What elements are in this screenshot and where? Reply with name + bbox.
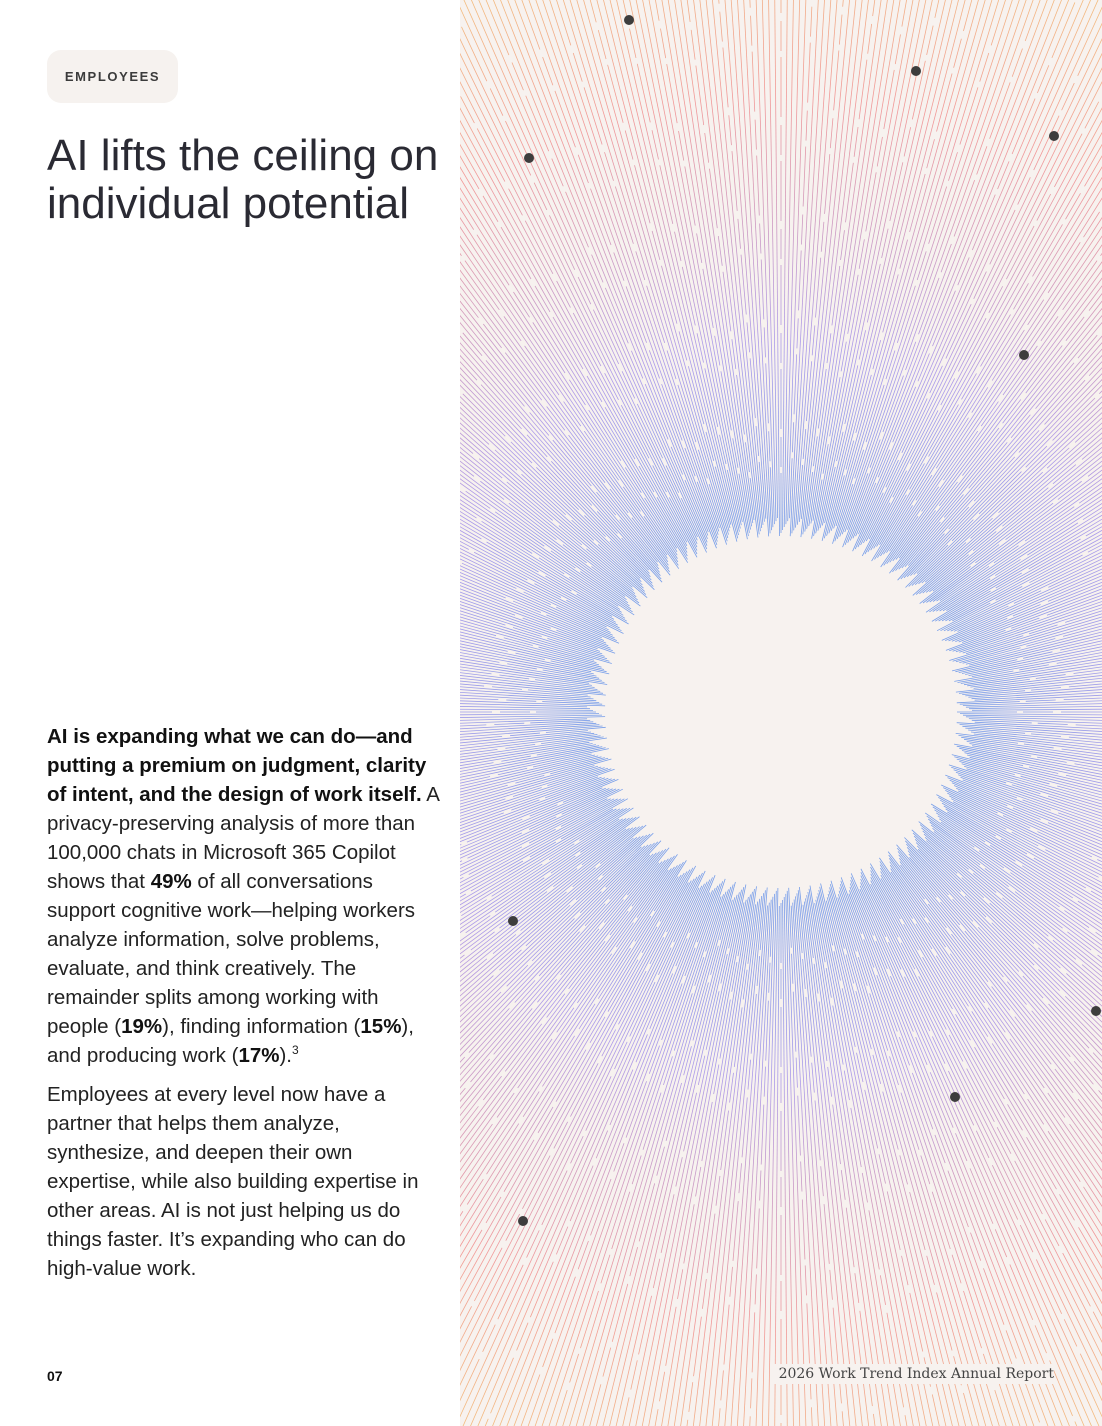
ray-line [860,886,1102,1426]
ray-line [571,0,739,535]
ray-line [460,189,628,602]
dot [524,153,534,163]
ray-line [896,0,1102,559]
ray-line [955,510,1102,672]
ray-line [460,847,641,1337]
ray-line [968,730,1102,798]
paragraph-2: Employees at every level now have a partner that helps them analyze, synthesize, and deepen their own expertise, while also building expertise in other areas. AI is not just helping us do things faster. It’s expanding who can do high-value work. [47,1083,419,1280]
footnote-ref[interactable]: 3 [292,1043,299,1057]
ray-line [460,877,713,1426]
ray-line [963,681,1102,706]
ray-line [918,849,1102,1348]
ray-line [849,894,1096,1426]
dot [518,1216,528,1226]
ray-line [836,0,1037,526]
ray-line [939,819,1102,1216]
ray-line [460,833,653,1331]
report-title: 2026 Work Trend Index Annual Report [773,1364,1054,1384]
ray-line [460,28,659,569]
ray-line [594,0,741,525]
ray-line [877,0,1102,558]
ray-line [963,479,1102,663]
lead-sentence: AI is expanding what we can do—and putting a premium on judgment, clarity of intent, and the design of work itself. [47,725,427,806]
ray-line [510,0,727,541]
dot [508,916,518,926]
ray-line [460,862,684,1426]
ray-line [917,846,1102,1343]
radial-burst-illustration [460,0,1102,1426]
dot [624,15,634,25]
ray-line [460,877,678,1426]
ray-line [503,897,721,1426]
ray-line [790,0,828,536]
dot [950,1092,960,1102]
ray-line [460,0,678,562]
ray-line [460,819,623,1216]
body-text [47,722,442,1293]
ray-line [460,886,702,1426]
dot [1049,131,1059,141]
ray-line [803,905,883,1426]
ray-line [905,841,1102,1360]
ray-line [571,895,737,1426]
ray-line [460,449,607,659]
burst-svg [460,0,1102,1426]
ray-line [579,892,740,1426]
stat-people: 19% [121,1015,163,1038]
ray-line [594,887,744,1426]
ray-line [460,510,607,672]
text-column [0,0,460,1426]
ray-line [940,196,1102,601]
ray-line [919,128,1102,594]
ray-line [853,0,1102,538]
ray-line [821,884,984,1426]
paragraph-1: AI is expanding what we can do—and putting a premium on judgment, clarity of intent, and the design of work itself. A privacy-preserving analysis of more than 100,000 chats in Microsoft 365 Copilot shows that 49% of all conversations support cognitive work—helping workers analyze information, solve problems, evaluate, and think creatively. The remainder splits among working with people (19%), finding information (15%), and producing work (17%).$^3$ [47,725,439,1067]
ray-line [488,0,719,531]
ray-line [947,812,1102,1176]
ray-line [656,886,757,1426]
section-tag: EMPLOYEES [47,50,178,103]
dot [1091,1006,1101,1016]
ray-line [656,0,754,520]
ray-line [861,869,1102,1426]
ray-line [863,0,1102,543]
dot [911,66,921,76]
center-circle [609,540,953,884]
stat-cognitive: 49% [150,870,192,893]
ray-line [851,873,1102,1426]
stat-finding: 15% [360,1015,402,1038]
ray-line [460,0,697,547]
dot [1019,350,1029,360]
stat-producing: 17% [238,1044,280,1067]
ray-line [923,831,1102,1291]
page-number: 07 [47,1368,63,1384]
ray-line [460,884,705,1426]
ray-line [941,822,1102,1222]
ray-line [460,853,656,1386]
ray-line [460,837,640,1309]
ray-line [460,867,675,1426]
page-title: AI lifts the ceiling on individual potential [47,131,439,228]
ray-line [828,894,1006,1426]
ray-line [518,0,728,538]
